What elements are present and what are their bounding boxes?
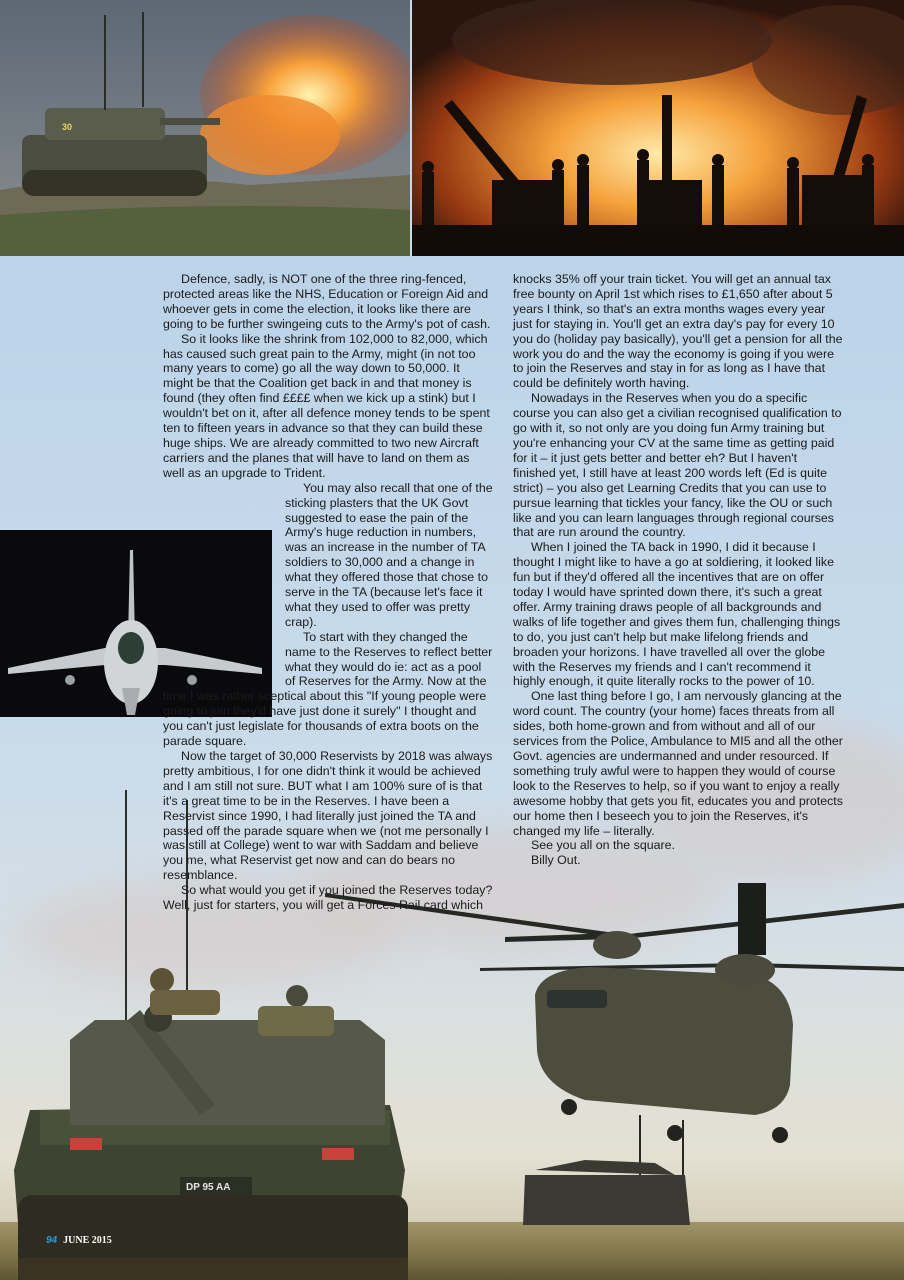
article-paragraph: You may also recall that one of the sticking plasters that the UK Govt suggested to ease the pain of the Army's huge reduction in numbers, was an increase in the number of TA soldiers to 30,000 and a change in what they offered those that chose to serve in the TA (because let's face it what they used to offer was pretty crap). bbox=[285, 480, 493, 629]
article-left-column bbox=[163, 272, 493, 913]
article-signature: Billy Out. bbox=[531, 853, 581, 868]
article-paragraph: To start with they changed the name to the Reserves to reflect better what they would do ie: act as a pool of Reserves for the Army. Now at the time I was rather sceptical about this "If young people were going to join they'd have just done it surely" I thought and you can't just legislate for thousands of extra boots on the parade square. bbox=[163, 629, 493, 749]
page-footer bbox=[46, 1235, 112, 1246]
tank-number-plate: DP 95 AA bbox=[186, 1182, 231, 1193]
article-right-column bbox=[513, 272, 843, 868]
article-paragraph: Now the target of 30,000 Reservists by 2018 was always pretty ambitious, I for one didn't think it would be achieved and I am still not sure. BUT what I am 100% sure of is that it's a great time to be in the Reserves. I have been a Reservist since 1990, I had literally just joined the TA and passed off the parade square when we (not me personally I was still at College) went to war with Saddam and believe you me, what Reservist get now and can do bears no resemblance. bbox=[163, 749, 493, 883]
article-paragraph: Defence, sadly, is NOT one of the three ring-fenced, protected areas like the NHS, Education or Foreign Aid and whoever gets in come the election, it looks like there are going to be further swingeing cuts to the Army's pot of cash. bbox=[163, 272, 491, 331]
photo-chinook-helicopter bbox=[325, 875, 904, 1235]
photo-tank-firing bbox=[0, 0, 410, 256]
article-paragraph: So what would you get if you joined the Reserves today? Well, just for starters, you will get a Forces Rail card which bbox=[163, 883, 493, 913]
article-paragraph: Nowadays in the Reserves when you do a specific course you can also get a civilian recognised qualification to go with it, so not only are you doing fun Army training but you're enhancing your CV at the same time as getting paid for it – it just gets better and better eh? But I haven't finished yet, I still have at least 200 words left (Ed is quite strict) – you also get Learning Credits that you can use to pursue learning that tickles your fancy, like the OU or such like and you can learn languages through regional courses that are run around the country. bbox=[513, 391, 842, 540]
article-paragraph: knocks 35% off your train ticket. You will get an annual tax free bounty on April 1st which rises to £1,650 after about 5 years I think, so that's an extra months wages every year just for staying in. You'll get an extra day's pay for every 10 you do (holiday pay basically), you'll get a pension for all the work you do and the way the economy is going if you were to join the Reserves and stay in for as long as I have that could be definitely worth having. bbox=[513, 272, 843, 391]
article-paragraph: When I joined the TA back in 1990, I did it because I thought I might like to have a go at soldiering, it looked like fun but if they'd offered all the incentives that are on offer today I would have sprinted down there, it's such a great offer. Army training draws people of all backgrounds and walks of life together and gives them fun, challenging things to do, you just can't help but make lifelong friends and broaden your horizons. I have travelled all over the globe with the Reserves my friends and I can't recommend it highly enough, it quite literally rocks to the power of 10. bbox=[513, 540, 841, 689]
photo-artillery-firing bbox=[412, 0, 904, 256]
article-paragraph: So it looks like the shrink from 102,000 to 82,000, which has caused such great pain to the Army, might (in not too many years to come) go all the way down to 50,000. It might be that the Coalition get back in and that money is found (they often find ££££ when we kick up a stink) but I wouldn't bet on it, after all defence money tends to be spent ten to fifteen years in advance so that they can build these huge ships. We are already committed to two new Aircraft carriers and the planes that will have to land on them as well as an upgrade to Trident. bbox=[163, 331, 490, 480]
page-number: 94 bbox=[46, 1235, 58, 1246]
article-signoff: See you all on the square. bbox=[531, 838, 675, 853]
tank-turret-number: 30 bbox=[62, 122, 73, 132]
article-paragraph: One last thing before I go, I am nervously glancing at the word count. The country (your home) faces threats from all sides, both home-grown and from without and all of our services from the Police, Ambulance to MI5 and all the other Govt. agencies are undermanned and under resourced. If something truly awful were to happen they would of course look to the Reserves to help, so if you want to enjoy a really awesome hobby that gets you fit, educates you and protects our home then I beseech you to join the Reserves, it's changed my life – literally. bbox=[513, 689, 843, 838]
issue-date: JUNE 2015 bbox=[63, 1235, 112, 1246]
